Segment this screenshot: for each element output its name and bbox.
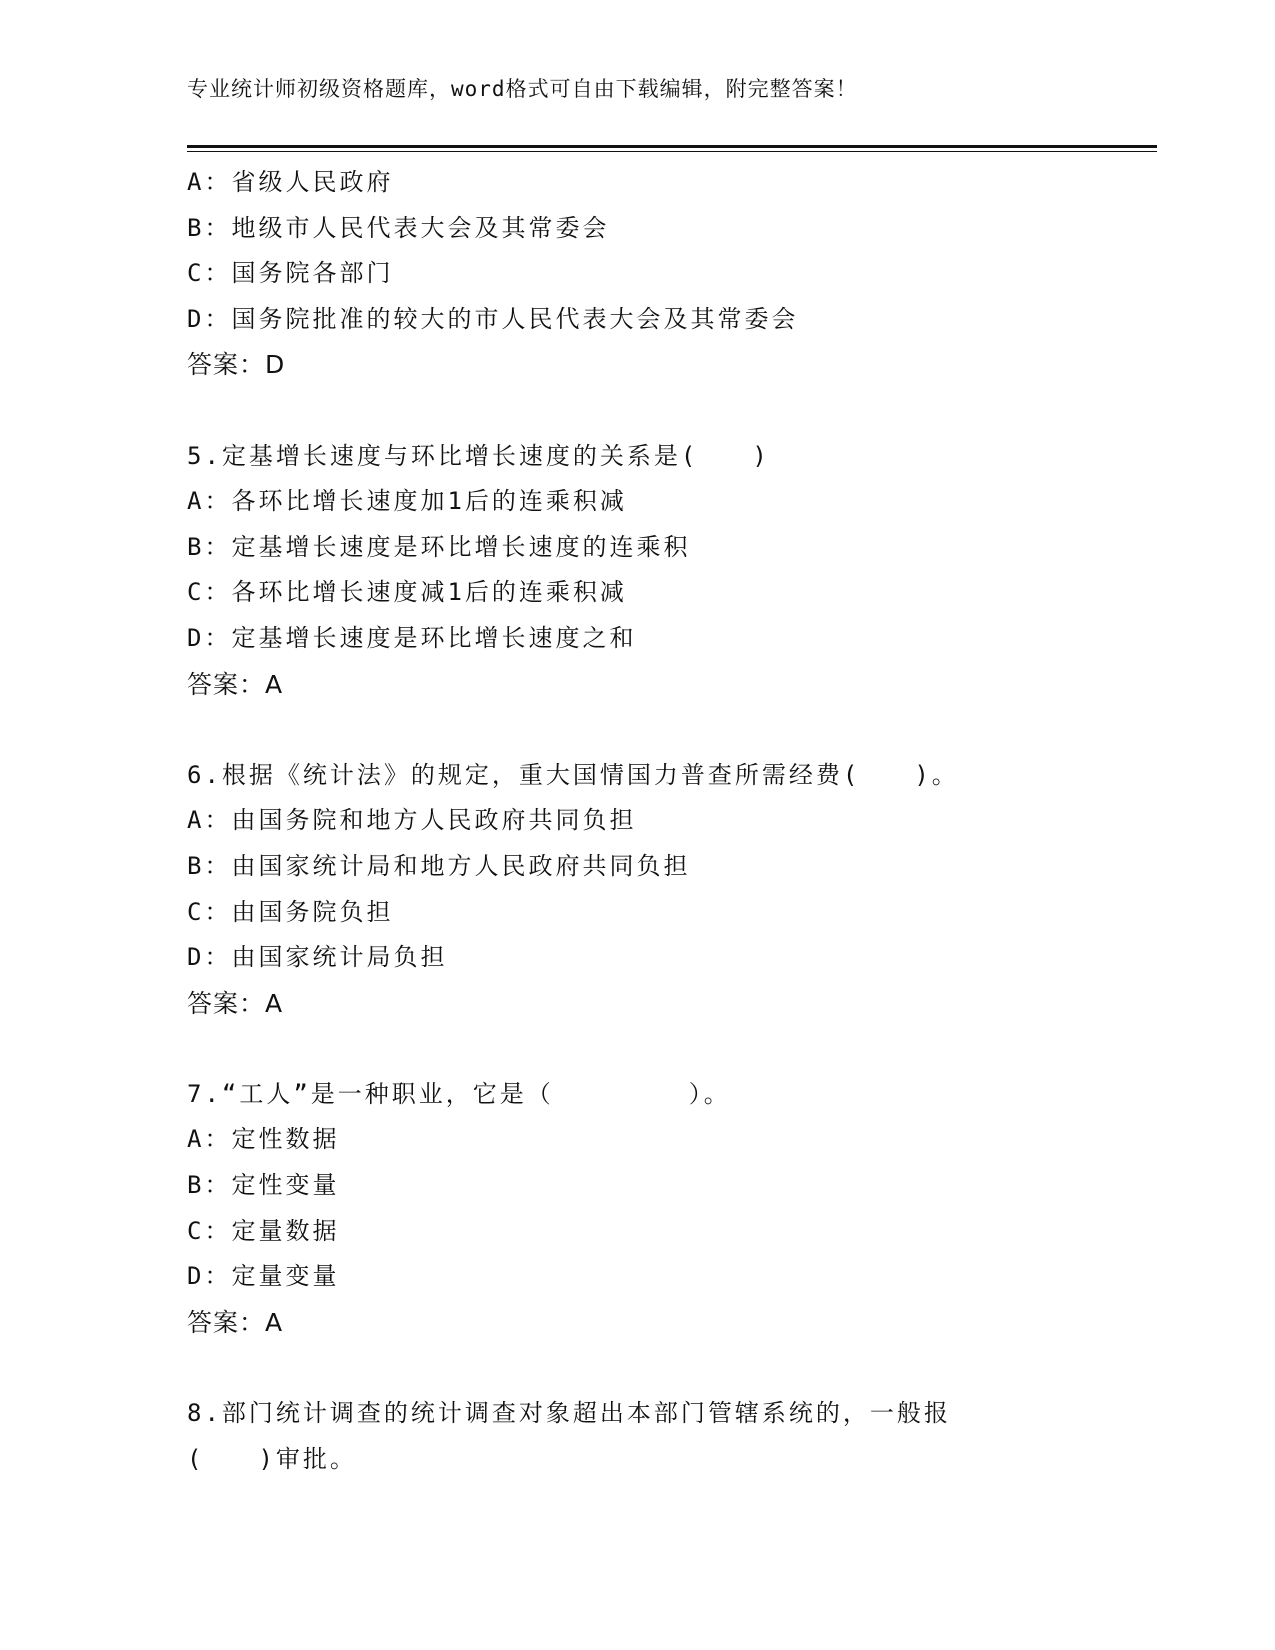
answer: 答案：A	[187, 988, 284, 1018]
option-d: D：定量变量	[187, 1262, 340, 1291]
spacer	[187, 1345, 1167, 1391]
option-d: D：由国家统计局负担	[187, 943, 448, 972]
option-d: D：国务院批准的较大的市人民代表大会及其常委会	[187, 304, 799, 333]
option-c: C：定量数据	[187, 1216, 340, 1245]
option-a: A：定性数据	[187, 1125, 340, 1154]
spacer	[187, 388, 1167, 434]
question-text: 7.“工人”是一种职业，它是（ ）。	[187, 1079, 731, 1108]
spacer	[187, 707, 1167, 753]
question-text-continued: ( )审批。	[187, 1444, 357, 1473]
option-c: C：由国务院负担	[187, 897, 394, 926]
header-rule-thin	[187, 151, 1157, 152]
question-8	[187, 1391, 1167, 1482]
option-b: B：由国家统计局和地方人民政府共同负担	[187, 851, 691, 880]
option-c: C：各环比增长速度减1后的连乘积减	[187, 578, 627, 607]
question-text: 5.定基增长速度与环比增长速度的关系是( )	[187, 441, 770, 470]
option-a: A：省级人民政府	[187, 168, 394, 196]
option-a: A：由国务院和地方人民政府共同负担	[187, 806, 637, 835]
option-d: D：定基增长速度是环比增长速度之和	[187, 623, 637, 652]
option-a: A：各环比增长速度加1后的连乘积减	[187, 487, 627, 516]
question-text: 8.部门统计调查的统计调查对象超出本部门管辖系统的，一般报	[187, 1399, 951, 1428]
option-b: B：定性变量	[187, 1171, 340, 1200]
answer: 答案：D	[187, 350, 286, 380]
question-text: 6.根据《统计法》的规定，重大国情国力普查所需经费( )。	[187, 760, 959, 789]
spacer	[187, 1026, 1167, 1072]
page-header: 专业统计师初级资格题库，word格式可自由下载编辑，附完整答案！	[187, 77, 858, 101]
option-b: B：定基增长速度是环比增长速度的连乘积	[187, 532, 691, 561]
question-5	[187, 434, 1167, 708]
question-6	[187, 753, 1167, 1027]
question-7	[187, 1072, 1167, 1346]
header-rule-thick	[187, 145, 1157, 148]
option-b: B：地级市人民代表大会及其常委会	[187, 213, 610, 242]
question-4	[187, 160, 1167, 388]
answer: 答案：A	[187, 669, 284, 699]
answer: 答案：A	[187, 1307, 284, 1337]
option-c: C：国务院各部门	[187, 259, 394, 288]
question-list	[187, 160, 1167, 1482]
